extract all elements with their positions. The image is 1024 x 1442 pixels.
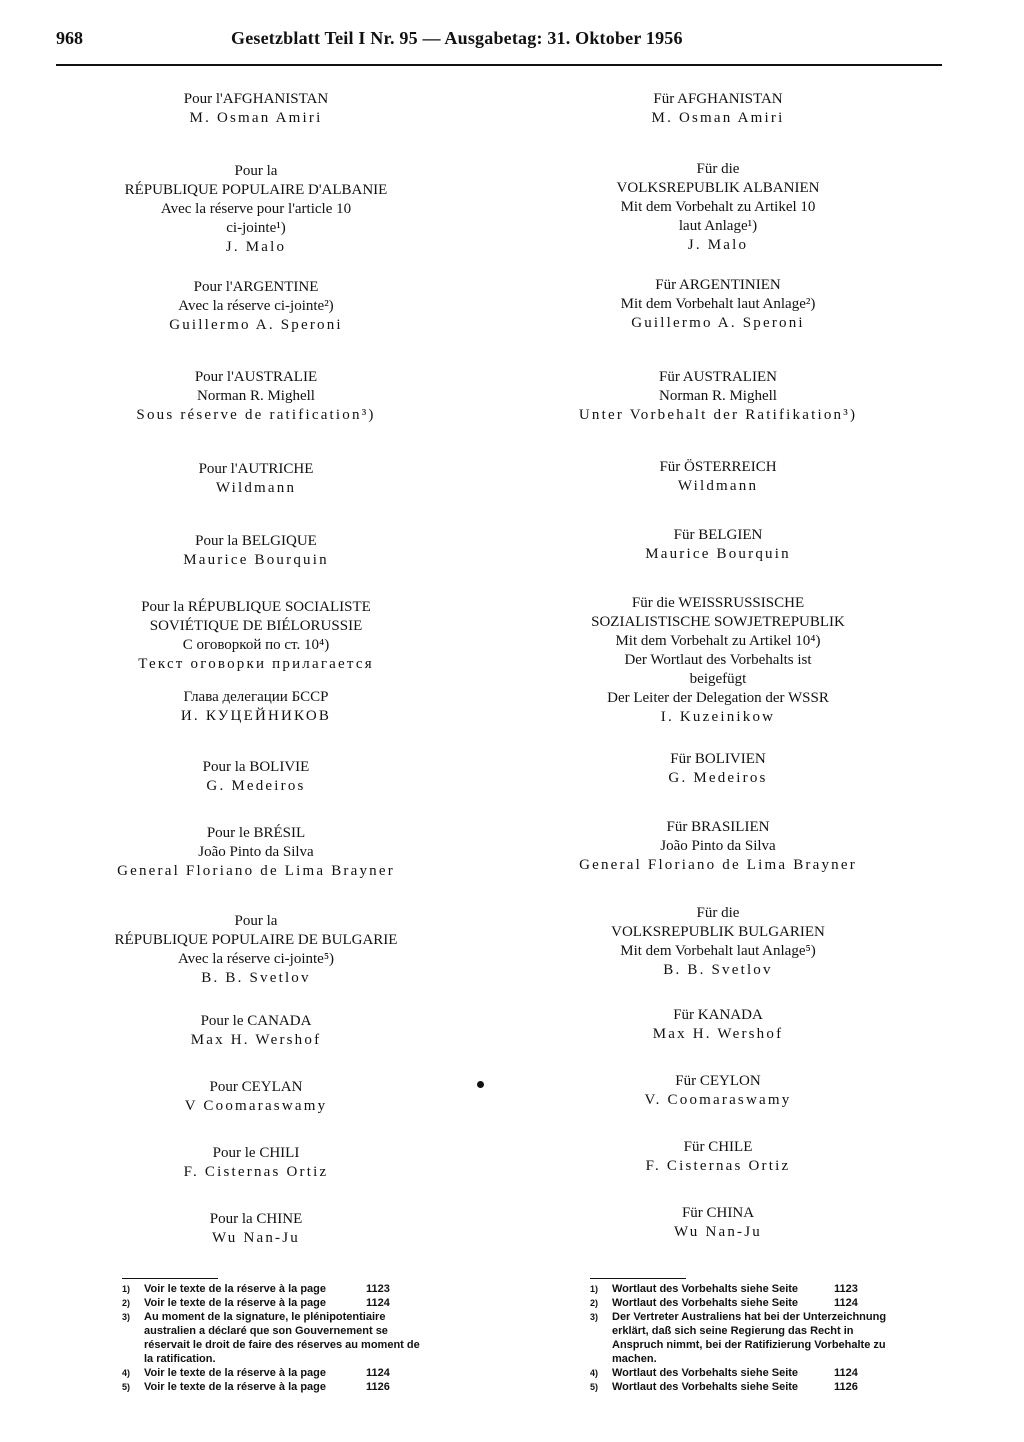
footnote <box>590 1310 890 1366</box>
signature-entry <box>508 90 928 128</box>
footnote <box>590 1296 890 1310</box>
entry-line: Avec la réserve ci-jointe⁵) <box>177 951 335 967</box>
entry-line: Maurice Bourquin <box>183 552 329 568</box>
signature-entry <box>46 1144 466 1182</box>
entry-line: V. Coomaraswamy <box>644 1092 792 1108</box>
country-heading: Pour la BELGIQUE <box>195 533 317 549</box>
country-heading: Für die <box>696 161 740 177</box>
entry-line: J. Malo <box>687 237 749 253</box>
country-heading: Pour la CHINE <box>209 1211 303 1227</box>
footnote-text: Wortlaut des Vorbehalts siehe Seite <box>612 1297 799 1309</box>
signature-entry <box>46 598 466 674</box>
entry-line: Guillermo A. Speroni <box>169 317 343 333</box>
country-heading: Für BOLIVIEN <box>670 751 766 767</box>
country-heading: Für AUSTRALIEN <box>659 369 777 385</box>
entry-line: J. Malo <box>225 239 287 255</box>
country-heading: Für CHINA <box>681 1205 755 1221</box>
entry-line: SOVIÉTIQUE DE BIÉLORUSSIE <box>149 618 363 634</box>
footnote-mark: 2) <box>122 1298 131 1308</box>
entry-line: Wu Nan-Ju <box>674 1224 762 1240</box>
footnote <box>122 1380 422 1394</box>
entry-line: Avec la réserve pour l'article 10 <box>160 201 352 217</box>
page-number: 968 <box>56 28 83 48</box>
signature-entry <box>508 1072 928 1110</box>
french-footnotes <box>122 1282 422 1394</box>
signature-entry <box>508 1138 928 1176</box>
country-heading: Für ARGENTINIEN <box>655 277 781 293</box>
country-heading: Pour l'AUSTRALIE <box>194 369 318 385</box>
signature-entry <box>508 818 928 875</box>
footnote <box>590 1282 890 1296</box>
entry-line: И. КУЦЕЙНИКОВ <box>180 708 332 724</box>
entry-line: Mit dem Vorbehalt laut Anlage⁵) <box>620 943 816 959</box>
footnote <box>122 1296 422 1310</box>
footnote-text: Voir le texte de la réserve à la page <box>144 1283 327 1295</box>
signature-entry <box>508 1204 928 1242</box>
signature-entry <box>46 368 466 425</box>
country-heading: Für AFGHANISTAN <box>653 91 783 107</box>
country-heading: Für CHILE <box>683 1139 753 1155</box>
signature-entry <box>46 1078 466 1116</box>
footnote <box>590 1366 890 1380</box>
entry-line: I. Kuzeinikow <box>660 709 776 725</box>
german-signature-column <box>508 90 928 1270</box>
signature-entry <box>46 912 466 988</box>
entry-line: Mit dem Vorbehalt zu Artikel 10 <box>620 199 816 215</box>
entry-line: F. Cisternas Ortiz <box>183 1164 329 1180</box>
country-heading: Für KANADA <box>673 1007 763 1023</box>
entry-line: F. Cisternas Ortiz <box>645 1158 791 1174</box>
entry-line: B. B. Svetlov <box>663 962 773 978</box>
footnote-mark: 3) <box>590 1312 599 1322</box>
footnote <box>122 1282 422 1296</box>
signature-entry <box>508 458 928 496</box>
entry-line: Wildmann <box>677 478 759 494</box>
footnote-page-ref: 1123 <box>366 1283 390 1295</box>
entry-line: Norman R. Mighell <box>659 388 777 404</box>
country-heading: Für die <box>696 905 740 921</box>
footnote-mark: 3) <box>122 1312 131 1322</box>
country-heading: Pour la BOLIVIE <box>202 759 310 775</box>
footnote-rule-right <box>590 1278 686 1279</box>
entry-line: Der Wortlaut des Vorbehalts ist <box>624 652 812 668</box>
footnote-page-ref: 1126 <box>366 1381 390 1393</box>
entry-line: VOLKSREPUBLIK BULGARIEN <box>611 924 825 940</box>
footnote-page-ref: 1126 <box>834 1381 858 1393</box>
signature-entry <box>46 460 466 498</box>
country-heading: Für die WEISSRUSSISCHE <box>631 595 805 611</box>
entry-line: laut Anlage¹) <box>678 218 758 234</box>
signature-entry <box>508 276 928 333</box>
entry-line: M. Osman Amiri <box>651 110 785 126</box>
entry-line: Norman R. Mighell <box>197 388 315 404</box>
footnote-mark: 4) <box>122 1368 131 1378</box>
country-heading: Pour le CANADA <box>200 1013 312 1029</box>
footnote-text: Wortlaut des Vorbehalts siehe Seite <box>612 1283 799 1295</box>
entry-line: Mit dem Vorbehalt laut Anlage²) <box>620 296 816 312</box>
country-heading: Pour le BRÉSIL <box>206 825 306 841</box>
country-heading: Pour le CHILI <box>212 1145 300 1161</box>
entry-line: Max H. Wershof <box>190 1032 322 1048</box>
entry-line: V Coomaraswamy <box>184 1098 328 1114</box>
country-heading: Für CEYLON <box>675 1073 761 1089</box>
country-heading: Pour l'AUTRICHE <box>198 461 314 477</box>
entry-line: João Pinto da Silva <box>198 844 314 860</box>
entry-line: Wildmann <box>215 480 297 496</box>
footnote-text: Wortlaut des Vorbehalts siehe Seite <box>612 1367 799 1379</box>
footnote-mark: 1) <box>122 1284 131 1294</box>
signature-entry <box>508 368 928 425</box>
footnote <box>122 1366 422 1380</box>
entry-line: SOZIALISTISCHE SOWJETREPUBLIK <box>591 614 845 630</box>
signature-entry <box>46 90 466 128</box>
page-header <box>56 28 942 54</box>
header-rule <box>56 64 942 66</box>
footnote-page-ref: 1123 <box>834 1283 858 1295</box>
country-heading: Für ÖSTERREICH <box>659 459 777 475</box>
entry-line: Mit dem Vorbehalt zu Artikel 10⁴) <box>615 633 821 649</box>
footnote <box>590 1380 890 1394</box>
entry-line: M. Osman Amiri <box>189 110 323 126</box>
signature-entry <box>46 1012 466 1050</box>
footnote-mark: 5) <box>590 1382 599 1392</box>
signature-entry <box>508 526 928 564</box>
footnote-page-ref: 1124 <box>366 1367 390 1379</box>
country-heading: Pour l'ARGENTINE <box>193 279 319 295</box>
entry-line: G. Medeiros <box>206 778 306 794</box>
footnote-mark: 5) <box>122 1382 131 1392</box>
entry-line: Текст оговорки прилагается <box>138 656 374 672</box>
footnote-text: Wortlaut des Vorbehalts siehe Seite <box>612 1381 799 1393</box>
entry-line: G. Medeiros <box>668 770 768 786</box>
french-signature-column <box>46 90 466 1270</box>
signature-entry <box>46 532 466 570</box>
signature-entry <box>508 750 928 788</box>
entry-line: General Floriano de Lima Brayner <box>579 857 857 873</box>
signature-entry <box>46 162 466 257</box>
country-heading: Pour l'AFGHANISTAN <box>183 91 329 107</box>
footnote-text: Voir le texte de la réserve à la page <box>144 1297 327 1309</box>
entry-line: beigefügt <box>689 671 747 687</box>
footnote-rule-left <box>122 1278 218 1279</box>
signature-entry <box>46 1210 466 1248</box>
entry-line: С оговоркой по ст. 10⁴) <box>182 637 330 653</box>
entry-line: RÉPUBLIQUE POPULAIRE DE BULGARIE <box>114 932 398 948</box>
signature-entry <box>508 160 928 255</box>
signature-entry <box>508 594 928 727</box>
footnote-mark: 1) <box>590 1284 599 1294</box>
country-heading: Für BELGIEN <box>673 527 763 543</box>
footnote-page-ref: 1124 <box>366 1297 390 1309</box>
entry-line: Sous réserve de ratification³) <box>136 407 376 423</box>
entry-line: Avec la réserve ci-jointe²) <box>178 298 334 314</box>
footnote-text: Voir le texte de la réserve à la page <box>144 1381 327 1393</box>
footnote-text: Der Vertreter Australiens hat bei der Unterzeichnung erklärt, daß sich seine Regierung das Recht in Anspruch nimmt, bei der Ratifizierung Vorbehalte zu machen. <box>612 1311 887 1365</box>
entry-line: General Floriano de Lima Brayner <box>117 863 395 879</box>
entry-line: RÉPUBLIQUE POPULAIRE D'ALBANIE <box>124 182 388 198</box>
footnote-mark: 2) <box>590 1298 599 1308</box>
stray-dot-mark <box>477 1081 484 1088</box>
signature-entry <box>46 758 466 796</box>
signature-entry <box>46 278 466 335</box>
footnote <box>122 1310 422 1366</box>
country-heading: Глава делегации БССР <box>183 689 329 705</box>
country-heading: Pour la <box>234 163 278 179</box>
country-heading: Pour CEYLAN <box>209 1079 303 1095</box>
entry-line: VOLKSREPUBLIK ALBANIEN <box>616 180 820 196</box>
entry-line: João Pinto da Silva <box>660 838 776 854</box>
entry-line: B. B. Svetlov <box>201 970 311 986</box>
german-footnotes <box>590 1282 890 1394</box>
entry-line: Unter Vorbehalt der Ratifikation³) <box>578 407 858 423</box>
country-heading: Für BRASILIEN <box>666 819 770 835</box>
signature-entry <box>508 904 928 980</box>
signature-entry <box>46 824 466 881</box>
entry-line: ci-jointe¹) <box>226 220 286 236</box>
signature-entry <box>46 688 466 726</box>
entry-line: Max H. Wershof <box>652 1026 784 1042</box>
entry-line: Der Leiter der Delegation der WSSR <box>607 690 829 706</box>
country-heading: Pour la <box>234 913 278 929</box>
footnote-page-ref: 1124 <box>834 1297 858 1309</box>
country-heading: Pour la RÉPUBLIQUE SOCIALISTE <box>141 599 371 615</box>
entry-line: Maurice Bourquin <box>645 546 791 562</box>
entry-line: Guillermo A. Speroni <box>631 315 805 331</box>
running-title: Gesetzblatt Teil I Nr. 95 — Ausgabetag: 31. Oktober 1956 <box>231 28 683 48</box>
footnote-page-ref: 1124 <box>834 1367 858 1379</box>
footnote-text: Au moment de la signature, le plénipotentiaire australien a déclaré que son Gouvernement se réservait le droit de faire des réserves au moment de la ratification. <box>144 1311 420 1365</box>
footnote-text: Voir le texte de la réserve à la page <box>144 1367 327 1379</box>
signature-entry <box>508 1006 928 1044</box>
footnote-mark: 4) <box>590 1368 599 1378</box>
entry-line: Wu Nan-Ju <box>212 1230 300 1246</box>
